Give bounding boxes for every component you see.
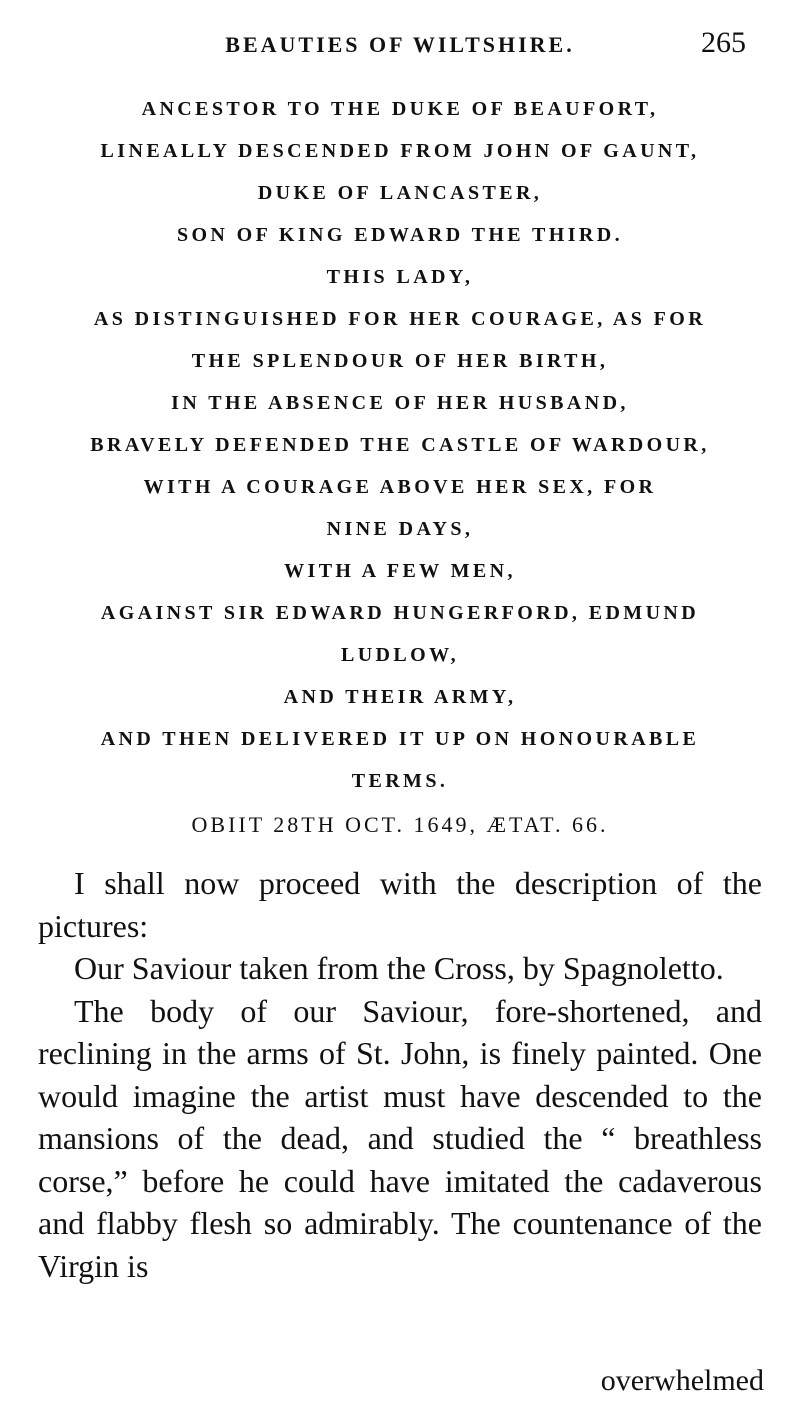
inscription-line: ANCESTOR TO THE DUKE OF BEAUFORT,	[141, 98, 659, 120]
inscription-line: WITH A COURAGE ABOVE HER SEX, FOR	[143, 476, 657, 498]
page-number: 265	[701, 26, 746, 59]
running-title: BEAUTIES OF WILTSHIRE.	[225, 32, 575, 57]
monument-inscription	[30, 88, 770, 846]
inscription-line: BRAVELY DEFENDED THE CASTLE OF WARDOUR,	[90, 434, 710, 456]
inscription-line: LUDLOW,	[340, 644, 460, 666]
obiit-line: OBIIT 28TH OCT. 1649, ÆTAT. 66.	[191, 812, 609, 837]
paragraph: Our Saviour taken from the Cross, by Spagnoletto.	[74, 950, 724, 986]
body-text	[38, 862, 762, 1287]
catchword: overwhelmed	[600, 1364, 764, 1397]
inscription-line: LINEALLY DESCENDED FROM JOHN OF GAUNT,	[100, 140, 700, 162]
inscription-line: NINE DAYS,	[326, 518, 474, 540]
inscription-line: IN THE ABSENCE OF HER HUSBAND,	[171, 392, 629, 414]
running-head	[0, 26, 800, 66]
inscription-line: TERMS.	[351, 770, 449, 792]
paragraph: The body of our Saviour, fore-shortened, and reclining in the arms of St. John, is finely painted. One would imagine the artist must have descended to the mansions of the dead, and studied the “ breathless corse,” before he could have imitated the cadaverous and flabby flesh so admirably. The countenance of the Virgin is	[38, 992, 762, 1284]
inscription-line: WITH A FEW MEN,	[284, 560, 516, 582]
paragraph: I shall now proceed with the description of the pictures:	[38, 865, 762, 944]
inscription-line: AS DISTINGUISHED FOR HER COURAGE, AS FOR	[93, 308, 707, 330]
inscription-line: SON OF KING EDWARD THE THIRD.	[176, 224, 624, 246]
inscription-line: AND THEN DELIVERED IT UP ON HONOURABLE	[100, 728, 700, 750]
inscription-line: THE SPLENDOUR OF HER BIRTH,	[191, 350, 609, 372]
inscription-line: DUKE OF LANCASTER,	[257, 182, 543, 204]
inscription-line: AND THEIR ARMY,	[283, 686, 517, 708]
inscription-line: THIS LADY,	[326, 266, 474, 288]
inscription-line: AGAINST SIR EDWARD HUNGERFORD, EDMUND	[100, 602, 700, 624]
